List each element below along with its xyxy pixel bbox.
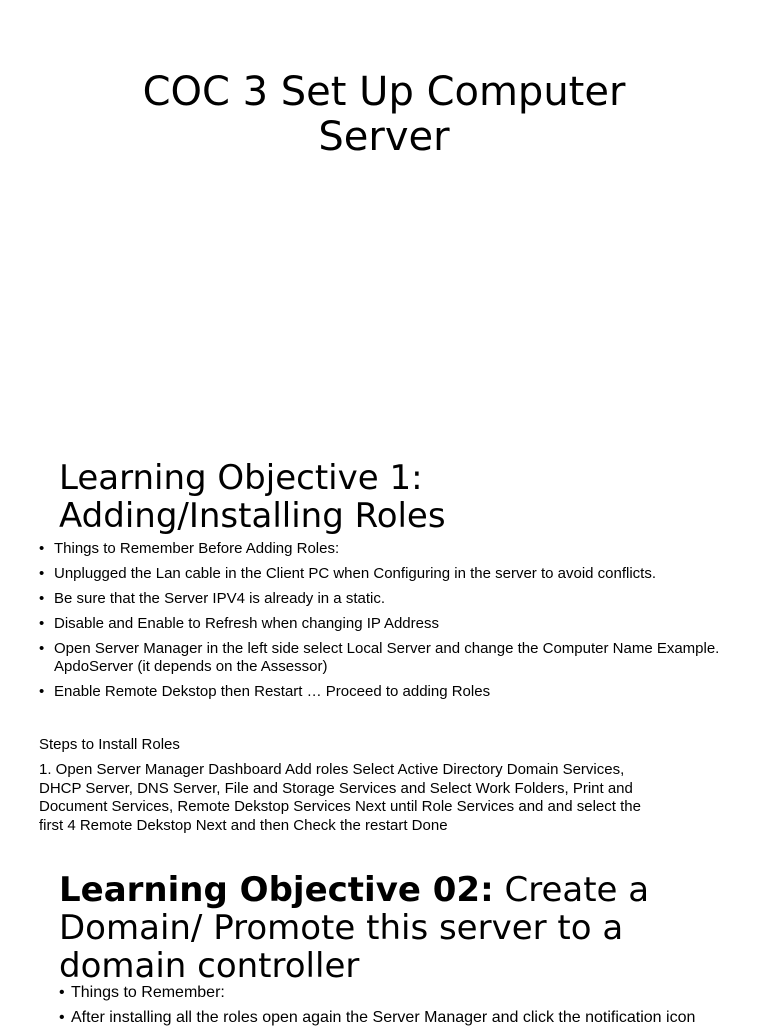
objective-2-heading bbox=[59, 871, 749, 985]
objective-2-heading-bold: Learning Objective 02: bbox=[59, 870, 494, 910]
title-line-1: COC 3 Set Up Computer bbox=[142, 69, 626, 115]
list-item: • Unplugged the Lan cable in the Client PC when Configuring in the server to avoid conflicts. bbox=[39, 565, 729, 583]
list-item: • After installing all the roles open again the Server Manager and click the notification icon bbox=[59, 1008, 749, 1027]
steps-line: first 4 Remote Dekstop Next and then Check the restart Done bbox=[39, 816, 448, 834]
list-item: • Open Server Manager in the left side select Local Server and change the Computer Name Example. ApdoServer (it depends on the Assessor) bbox=[39, 640, 729, 676]
list-item: • Enable Remote Dekstop then Restart … Proceed to adding Roles bbox=[39, 683, 729, 701]
objective-1-heading-line-2: Adding/Installing Roles bbox=[59, 496, 446, 536]
objective-1-bullet-list bbox=[39, 540, 729, 708]
steps-line: 1. Open Server Manager Dashboard Add roles Select Active Directory Domain Services, bbox=[39, 761, 625, 778]
objective-2-heading-line-1 bbox=[59, 871, 749, 909]
list-item: • Be sure that the Server IPV4 is already in a static. bbox=[39, 590, 729, 608]
steps-line: DHCP Server, DNS Server, File and Storage Services and Select Work Folders, Print and bbox=[39, 779, 633, 797]
objective-2-heading-line-3: domain controller bbox=[59, 946, 360, 986]
page-title bbox=[0, 70, 768, 160]
objective-2-bullet-list bbox=[59, 983, 749, 1033]
objective-1-heading bbox=[59, 459, 749, 535]
steps-line: Document Services, Remote Dekstop Services Next until Role Services and and select the bbox=[39, 798, 641, 815]
objective-2-heading-line-2: Domain/ Promote this server to a bbox=[59, 908, 624, 948]
steps-paragraph bbox=[39, 761, 729, 835]
objective-2-heading-rest: Create a bbox=[493, 870, 650, 910]
list-item: • Things to Remember Before Adding Roles: bbox=[39, 540, 729, 558]
list-item: • Things to Remember: bbox=[59, 983, 749, 1002]
objective-1-heading-line-1: Learning Objective 1: bbox=[59, 458, 423, 498]
title-line-2: Server bbox=[318, 114, 450, 160]
list-item: • Disable and Enable to Refresh when changing IP Address bbox=[39, 615, 729, 633]
steps-heading: Steps to Install Roles bbox=[39, 736, 180, 753]
